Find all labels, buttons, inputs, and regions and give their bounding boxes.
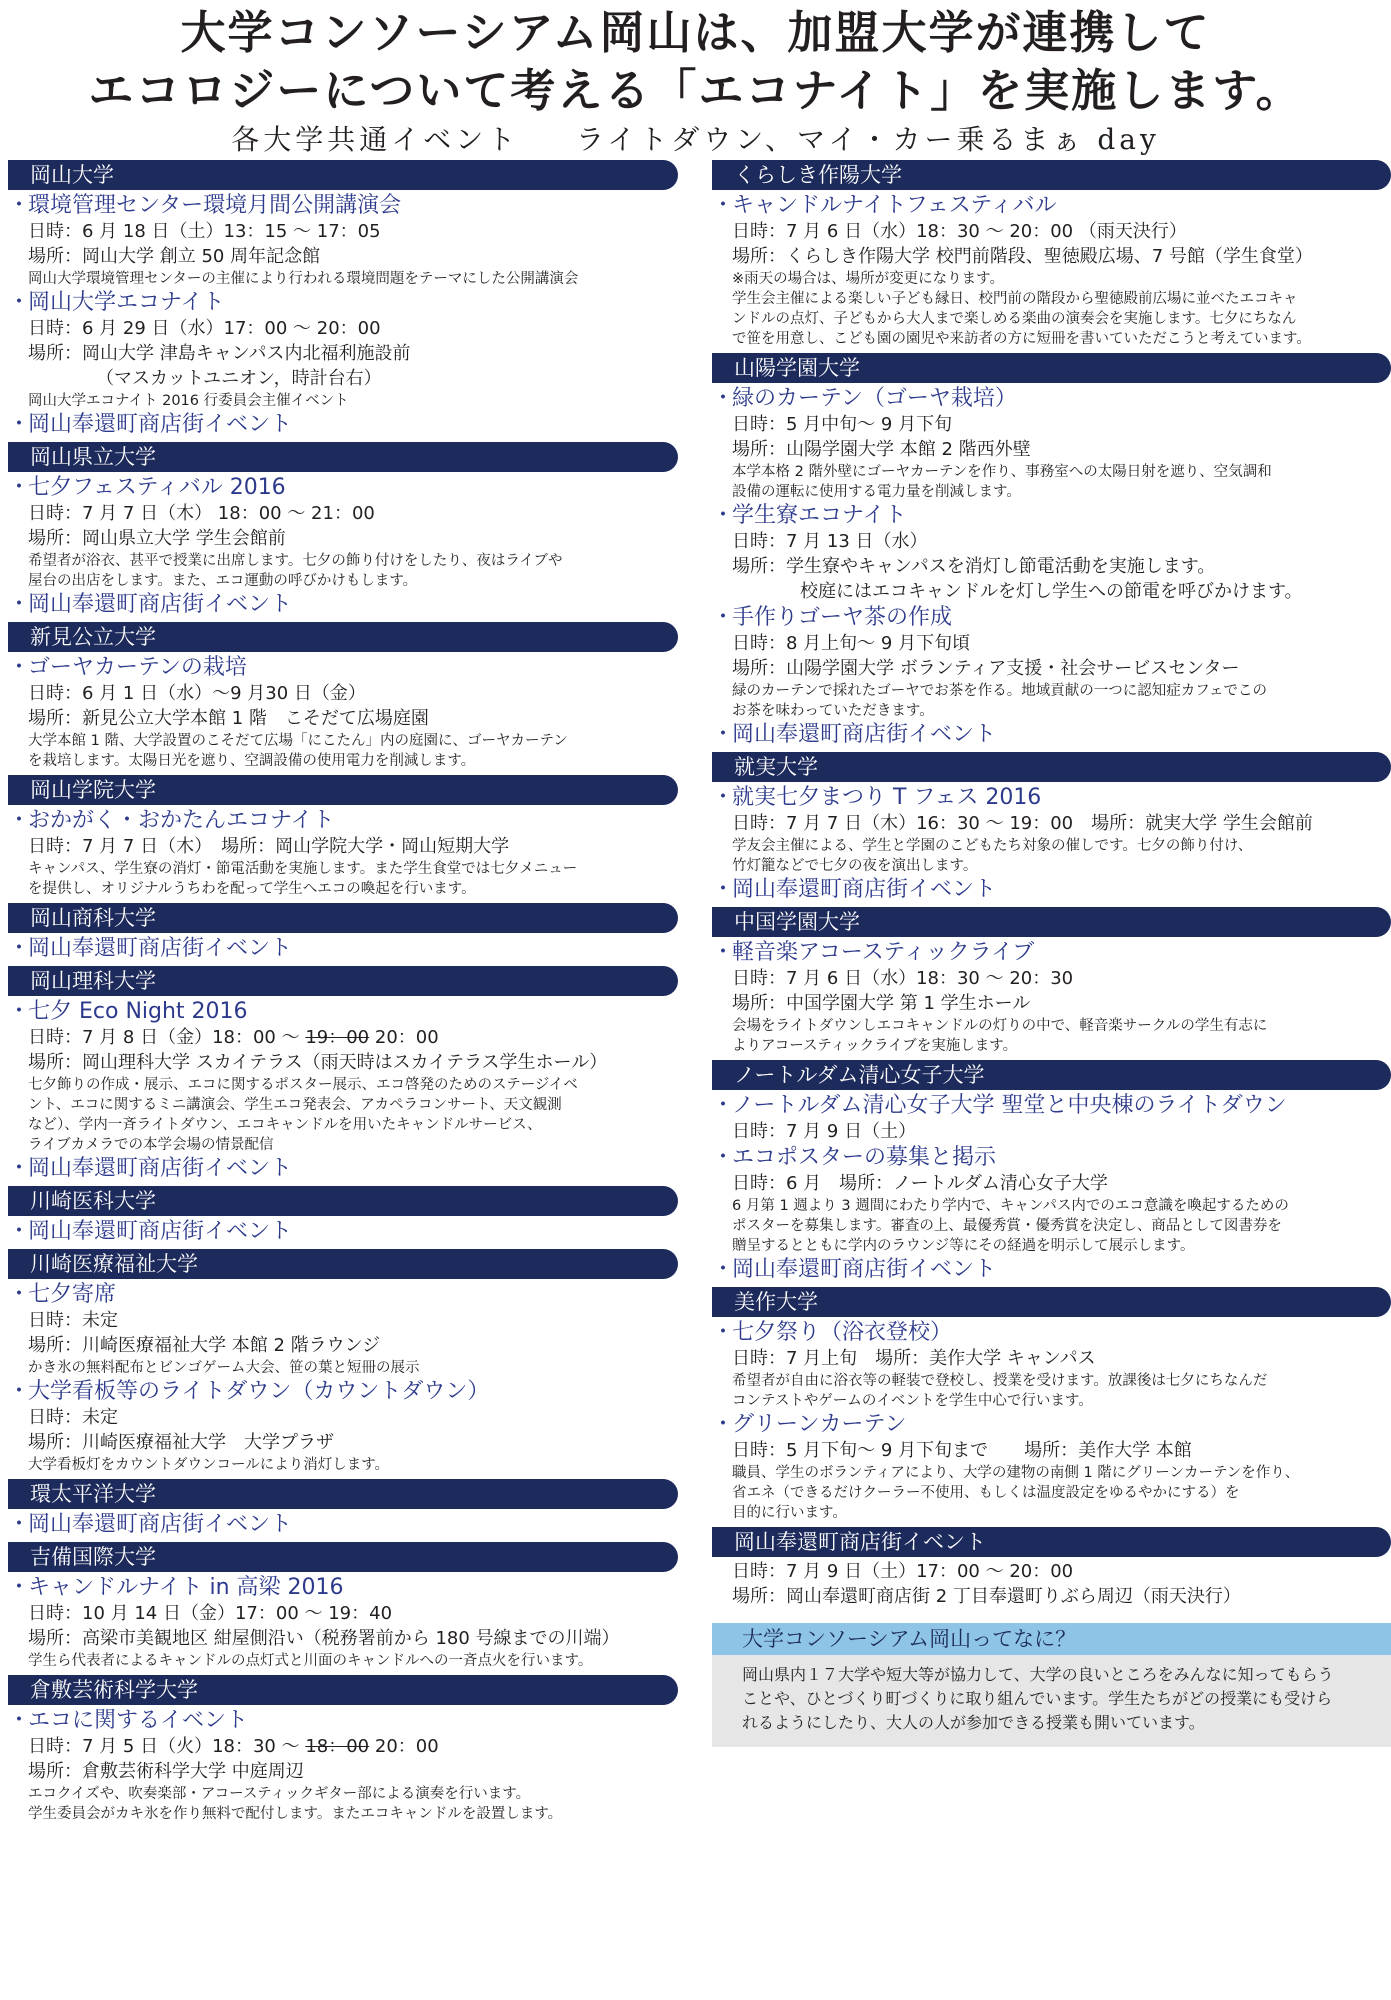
event-title	[712, 1144, 1391, 1171]
event-detail-line: 場所：岡山大学 創立 50 周年記念館	[28, 246, 321, 267]
event-block	[8, 591, 678, 618]
event-block	[712, 784, 1391, 876]
university-name-bar: くらしき作陽大学	[712, 160, 1391, 190]
university-name-bar: 岡山奉還町商店街イベント	[712, 1527, 1391, 1557]
event-description-line: 会場をライトダウンしエコキャンドルの灯りの中で、軽音楽サークルの学生有志に	[732, 1018, 1268, 1034]
event-description-line: で笹を用意し、こども園の園児や来訪者の方に短冊を書いていただこうと考えています。	[732, 331, 1311, 347]
university-section	[8, 1675, 678, 1828]
university-name-bar: 就実大学	[712, 752, 1391, 782]
event-description-line: 学生会主催による楽しい子ども縁日、校門前の階段から聖徳殿前広場に並べたエコキャ	[732, 291, 1298, 307]
event-title-text: 岡山奉還町商店街イベント	[732, 722, 997, 747]
event-title	[712, 876, 1391, 903]
event-description-line: 大学本館 1 階、大学設置のこそだて広場「にこたん」内の庭園に、ゴーヤカーテン	[28, 733, 568, 749]
left-column	[8, 160, 678, 1828]
event-description-line: ンドルの点灯、子どもから大人まで楽しめる楽曲の演奏会を実施します。七夕にちなん	[732, 311, 1297, 327]
university-section	[8, 775, 678, 903]
event-detail-line: 日時：7 月 6 日（水）18：30 ～ 20：00 （雨天決行）	[732, 221, 1187, 242]
bullet-icon: ・	[8, 592, 31, 617]
bullet-icon: ・	[712, 722, 735, 747]
event-detail-line: 校庭にはエコキャンドルを灯し学生への節電を呼びかけます。	[800, 581, 1303, 602]
bullet-icon: ・	[712, 503, 735, 528]
event-title	[712, 1319, 1391, 1346]
event-date-cancelled: 18：00	[305, 1736, 370, 1757]
university-name-bar: 美作大学	[712, 1287, 1391, 1317]
event-title-text: 軽音楽アコースティックライブ	[732, 940, 1035, 965]
university-name-bar: 岡山理科大学	[8, 966, 678, 996]
event-title	[8, 1155, 678, 1182]
event-title-text: 七夕 Eco Night 2016	[28, 999, 248, 1024]
event-detail-line: 日時：6 月 1 日（水）～9 月30 日（金）	[28, 683, 366, 704]
about-section	[712, 1623, 1391, 1747]
university-section	[8, 1479, 678, 1542]
about-title: 大学コンソーシアム岡山ってなに？	[712, 1623, 1391, 1655]
bullet-icon: ・	[8, 936, 31, 961]
university-name-bar: 岡山県立大学	[8, 442, 678, 472]
event-title	[8, 289, 678, 316]
event-date-text: 日時：7 月 5 日（火）18：30 ～	[28, 1736, 306, 1757]
university-section	[712, 1527, 1391, 1613]
event-block	[712, 1319, 1391, 1411]
bullet-icon: ・	[712, 1320, 735, 1345]
event-detail-line: 場所：岡山理科大学 スカイテラス（雨天時はスカイテラス学生ホール）	[28, 1052, 608, 1073]
event-detail-line: 場所：川崎医療福祉大学 本館 2 階ラウンジ	[28, 1335, 381, 1356]
event-detail-line: 場所：倉敷芸術科学大学 中庭周辺	[28, 1761, 304, 1782]
event-title	[8, 935, 678, 962]
university-section	[712, 1060, 1391, 1287]
event-title-text: 岡山奉還町商店街イベント	[28, 1156, 293, 1181]
event-detail-line: 場所：岡山大学 津島キャンパス内北福利施設前	[28, 343, 411, 364]
event-detail-line: 日時：5 月中旬～ 9 月下旬	[732, 414, 953, 435]
event-description-line: を提供し、オリジナルうちわを配って学生へエコの喚起を行います。	[28, 881, 476, 897]
event-description-line: 緑のカーテンで採れたゴーヤでお茶を作る。地域貢献の一つに認知症カフェでこの	[732, 683, 1268, 699]
university-section	[8, 966, 678, 1186]
event-block	[8, 998, 678, 1155]
event-title-text: 大学看板等のライトダウン（カウントダウン）	[28, 1379, 490, 1404]
event-detail-line: 場所：高梁市美観地区 紺屋側沿い（税務署前から 180 号線までの川端）	[28, 1628, 620, 1649]
event-description-line: キャンパス、学生寮の消灯・節電活動を実施します。また学生食堂では七夕メニュー	[28, 861, 578, 877]
about-line: 岡山県内１７大学や短大等が協力して、大学の良いところをみんなに知ってもらう	[742, 1665, 1334, 1684]
bullet-icon: ・	[8, 1512, 31, 1537]
event-description-line: 省エネ（できるだけクーラー不使用、もしくは温度設定をゆるやかにする）を	[732, 1485, 1240, 1501]
university-section	[8, 622, 678, 775]
event-detail-line: 日時：6 月 18 日（土）13：15 ～ 17：05	[28, 221, 381, 242]
event-detail-line: 場所：山陽学園大学 ボランティア支援・社会サービスセンター	[732, 658, 1240, 679]
event-description-line: 設備の運転に使用する電力量を削減します。	[732, 484, 1021, 500]
event-title	[8, 1218, 678, 1245]
event-detail-line: 日時：7 月 9 日（土）17：00 ～ 20：00	[732, 1561, 1074, 1582]
university-section	[712, 1287, 1391, 1527]
event-description-line: 竹灯籠などで七夕の夜を演出します。	[732, 858, 978, 874]
university-section	[8, 1249, 678, 1479]
event-title-text: 七夕寄席	[28, 1282, 117, 1307]
event-title	[8, 807, 678, 834]
bullet-icon: ・	[8, 1156, 31, 1181]
bullet-icon: ・	[8, 290, 31, 315]
event-detail-line: 日時：5 月下旬～ 9 月下旬まで 場所：美作大学 本館	[732, 1440, 1192, 1461]
event-block	[8, 1511, 678, 1538]
event-detail-line: 日時：未定	[28, 1407, 118, 1428]
event-detail-line: 日時：7 月上旬 場所：美作大学 キャンパス	[732, 1348, 1096, 1369]
section-spacer	[712, 1609, 1391, 1613]
event-description-line: よりアコースティックライブを実施します。	[732, 1038, 1018, 1054]
event-title-text: 岡山奉還町商店街イベント	[28, 412, 293, 437]
event-title	[8, 1511, 678, 1538]
section-spacer	[8, 1824, 678, 1828]
event-description-line: お茶を味わっていただきます。	[732, 703, 934, 719]
event-description-line: 学生委員会がカキ氷を作り無料で配付します。またエコキャンドルを設置します。	[28, 1806, 563, 1822]
event-description-line: ※雨天の場合は、場所が変更になります。	[732, 271, 1004, 287]
bullet-icon: ・	[712, 877, 735, 902]
university-section	[8, 903, 678, 966]
event-detail-line: 日時：7 月 9 日（土）	[732, 1121, 917, 1142]
university-name-bar: 川崎医療福祉大学	[8, 1249, 678, 1279]
event-detail-line: 日時：7 月 7 日（木） 18：00 ～ 21：00	[28, 503, 375, 524]
event-block	[712, 1092, 1391, 1144]
event-title-text: 環境管理センター環境月間公開講演会	[28, 193, 402, 218]
event-title-text: 岡山奉還町商店街イベント	[732, 877, 997, 902]
event-date-text: 日時：7 月 8 日（金）18：00 ～	[28, 1027, 306, 1048]
event-title-text: 就実七夕まつり T フェス 2016	[732, 785, 1042, 810]
bullet-icon: ・	[712, 1093, 735, 1118]
title-line-1: 大学コンソーシアム岡山は、加盟大学が連携して	[180, 6, 1211, 59]
right-university-list	[712, 160, 1391, 1613]
about-body	[712, 1655, 1391, 1747]
event-title	[712, 1092, 1391, 1119]
event-title-text: エコに関するイベント	[28, 1708, 249, 1733]
event-title-text: 学生寮エコナイト	[732, 503, 907, 528]
event-block	[712, 502, 1391, 604]
event-title-text: 緑のカーテン（ゴーヤ栽培）	[732, 386, 1017, 411]
event-detail-line: 場所：山陽学園大学 本館 2 階西外壁	[732, 439, 1031, 460]
university-name-bar: 岡山大学	[8, 160, 678, 190]
event-detail-line: 場所：中国学園大学 第 1 学生ホール	[732, 993, 1031, 1014]
university-name-bar: 吉備国際大学	[8, 1542, 678, 1572]
event-title-text: 岡山奉還町商店街イベント	[28, 592, 293, 617]
event-title	[8, 591, 678, 618]
title-line-2: エコロジーについて考える「エコナイト」を実施します。	[88, 64, 1303, 117]
event-block	[8, 1707, 678, 1824]
event-title-text: ゴーヤカーテンの栽培	[28, 655, 247, 680]
bullet-icon: ・	[8, 1379, 31, 1404]
event-detail-line: 日時：7 月 7 日（木） 場所：岡山学院大学・岡山短期大学	[28, 836, 510, 857]
event-description-line: 職員、学生のボランティアにより、大学の建物の南側 1 階にグリーンカーテンを作り、	[732, 1465, 1300, 1481]
event-description-line: 七夕飾りの作成・展示、エコに関するポスター展示、エコ啓発のためのステージイベ	[28, 1077, 578, 1093]
header	[0, 0, 1391, 160]
about-line: ことや、ひとづくり町づくりに取り組んでいます。学生たちがどの授業にも受けら	[742, 1689, 1333, 1708]
event-title-text: 七夕祭り（浴衣登校）	[732, 1320, 953, 1345]
event-title	[712, 721, 1391, 748]
event-title	[8, 998, 678, 1025]
event-block	[712, 939, 1391, 1056]
event-description-line: など）、学内一斉ライトダウン、エコキャンドルを用いたキャンドルサービス、	[28, 1117, 542, 1133]
university-name-bar: 岡山商科大学	[8, 903, 678, 933]
event-block	[712, 721, 1391, 748]
event-description-line: 屋台の出店をします。また、エコ運動の呼びかけもします。	[28, 573, 418, 589]
university-name-bar: 中国学園大学	[712, 907, 1391, 937]
university-section	[712, 907, 1391, 1060]
event-title	[712, 939, 1391, 966]
event-title	[712, 604, 1391, 631]
bullet-icon: ・	[712, 1257, 735, 1282]
bullet-icon: ・	[8, 193, 31, 218]
university-section	[712, 353, 1391, 752]
event-description-line: 岡山大学環境管理センターの主催により行われる環境問題をテーマにした公開講演会	[28, 271, 579, 287]
bullet-icon: ・	[8, 475, 31, 500]
event-description-line: 希望者が自由に浴衣等の軽装で登校し、授業を受けます。放課後は七夕にちなんだ	[732, 1373, 1268, 1389]
event-detail-line: （マスカットユニオン，時計台右）	[96, 368, 382, 389]
bullet-icon: ・	[712, 1145, 735, 1170]
event-title-text: 岡山大学エコナイト	[28, 290, 225, 315]
event-description-line: 本学本格 2 階外壁にゴーヤカーテンを作り、事務室への太陽日射を遮り、空気調和	[732, 464, 1272, 480]
event-title-text: 七夕フェスティバル 2016	[28, 475, 286, 500]
event-block	[712, 192, 1391, 349]
bullet-icon: ・	[712, 1412, 735, 1437]
event-description-line: 岡山大学エコナイト 2016 行委員会主催イベント	[28, 393, 349, 409]
event-description-line: かき氷の無料配布とビンゴゲーム大会、笹の葉と短冊の展示	[28, 1360, 420, 1376]
event-detail-line: 場所：岡山奉還町商店街 2 丁目奉還町りぶら周辺（雨天決行）	[732, 1586, 1241, 1607]
university-section	[8, 1542, 678, 1675]
event-title-text: 岡山奉還町商店街イベント	[28, 1219, 293, 1244]
event-date-revised: 20：00	[369, 1736, 439, 1757]
university-name-bar: 新見公立大学	[8, 622, 678, 652]
university-section	[8, 442, 678, 622]
event-title-text: おかがく・おかたんエコナイト	[28, 808, 335, 833]
event-block	[8, 289, 678, 411]
event-block	[712, 1256, 1391, 1283]
event-title	[712, 784, 1391, 811]
event-title	[8, 654, 678, 681]
event-title-text: キャンドルナイト in 高梁 2016	[28, 1575, 344, 1600]
event-date-revised: 20：00	[369, 1027, 439, 1048]
event-title	[8, 192, 678, 219]
event-title	[8, 1707, 678, 1734]
subtitle	[0, 120, 1391, 160]
event-title-text: グリーンカーテン	[732, 1412, 907, 1437]
event-block	[712, 1411, 1391, 1523]
bullet-icon: ・	[8, 655, 31, 680]
event-description-line: 学生ら代表者によるキャンドルの点灯式と川面のキャンドルへの一斉点火を行います。	[28, 1653, 593, 1669]
event-block	[8, 654, 678, 771]
event-detail-line: 日時：8 月上旬～ 9 月下旬頃	[732, 633, 971, 654]
event-title	[712, 1411, 1391, 1438]
event-block	[8, 192, 678, 289]
university-name-bar: 川崎医科大学	[8, 1186, 678, 1216]
subtitle-lightdown: ライトダウン、マイ・カー乗るまぁ day	[576, 123, 1160, 156]
bullet-icon: ・	[8, 1219, 31, 1244]
bullet-icon: ・	[8, 412, 31, 437]
event-title	[8, 1574, 678, 1601]
event-detail-line: 場所：岡山県立大学 学生会館前	[28, 528, 286, 549]
about-line: れるようにしたり、大人の人が参加できる授業も開いています。	[742, 1713, 1205, 1732]
event-date-cancelled: 19：00	[305, 1027, 370, 1048]
event-block	[712, 1144, 1391, 1256]
event-block	[712, 876, 1391, 903]
event-detail-line: 日時：未定	[28, 1310, 118, 1331]
bullet-icon: ・	[712, 386, 735, 411]
bullet-icon: ・	[712, 785, 735, 810]
university-name-bar: ノートルダム清心女子大学	[712, 1060, 1391, 1090]
event-block	[712, 1559, 1391, 1609]
event-block	[8, 1574, 678, 1671]
event-description-line: 6 月第 1 週より 3 週間にわたり学内で、キャンパス内でのエコ意識を喚起するための	[732, 1198, 1289, 1214]
event-detail-line: 日時：7 月 6 日（水）18：30 ～ 20：30	[732, 968, 1074, 989]
event-title-text: キャンドルナイトフェスティバル	[732, 193, 1057, 218]
subtitle-common-event: 各大学共通イベント	[231, 123, 520, 156]
event-description-line: を栽培します。太陽日光を遮り、空調設備の使用電力を削減します。	[28, 753, 476, 769]
event-detail-line: 場所：くらしき作陽大学 校門前階段、聖徳殿広場、7 号館（学生食堂）	[732, 246, 1313, 267]
bullet-icon: ・	[8, 1708, 31, 1733]
event-detail-line: 場所：新見公立大学本館 1 階 こそだて広場庭園	[28, 708, 429, 729]
event-block	[8, 807, 678, 899]
event-description-line: コンテストやゲームのイベントを学生中心で行います。	[732, 1393, 1093, 1409]
event-description-line: 目的に行います。	[732, 1505, 847, 1521]
event-title-text: 岡山奉還町商店街イベント	[28, 1512, 293, 1537]
event-title	[8, 474, 678, 501]
event-date-line	[8, 1734, 678, 1759]
event-title-text: 岡山奉還町商店街イベント	[28, 936, 293, 961]
event-description-line: 大学看板灯をカウントダウンコールにより消灯します。	[28, 1457, 390, 1473]
university-section	[712, 160, 1391, 353]
event-detail-line: 日時：6 月 29 日（水）17：00 ～ 20：00	[28, 318, 381, 339]
event-detail-line: 場所：学生寮やキャンパスを消灯し節電活動を実施します。	[732, 556, 1216, 577]
event-description-line: ポスターを募集します。審査の上、最優秀賞・優秀賞を決定し、商品として図書券を	[732, 1218, 1282, 1234]
event-title-text: エコポスターの募集と掲示	[732, 1145, 997, 1170]
event-description-line: ライブカメラでの本学会場の情景配信	[28, 1137, 274, 1153]
event-detail-line: 日時：10 月 14 日（金）17：00 ～ 19：40	[28, 1603, 393, 1624]
university-name-bar: 山陽学園大学	[712, 353, 1391, 383]
bullet-icon: ・	[8, 999, 31, 1024]
event-block	[8, 1218, 678, 1245]
event-description-line: 贈呈するとともに学内のラウンジ等にその経過を明示して展示します。	[732, 1238, 1195, 1254]
event-block	[8, 1155, 678, 1182]
event-description-line: ント、エコに関するミニ講演会、学生エコ発表会、アカペラコンサート、天文観測	[28, 1097, 562, 1113]
university-section	[8, 1186, 678, 1249]
event-block	[8, 411, 678, 438]
event-detail-line: 日時：7 月 7 日（木）16：30 ～ 19：00 場所：就実大学 学生会館前	[732, 813, 1313, 834]
event-block	[712, 385, 1391, 502]
event-title	[712, 502, 1391, 529]
event-title-text: ノートルダム清心女子大学 聖堂と中央棟のライトダウン	[732, 1093, 1287, 1118]
event-title	[8, 1281, 678, 1308]
event-block	[8, 935, 678, 962]
event-title	[8, 1378, 678, 1405]
event-block	[712, 604, 1391, 721]
event-description-line: エコクイズや、吹奏楽部・アコースティックギター部による演奏を行います。	[28, 1786, 531, 1802]
right-column	[712, 160, 1391, 1747]
university-name-bar: 岡山学院大学	[8, 775, 678, 805]
event-block	[8, 1378, 678, 1475]
event-detail-line: 場所：川崎医療福祉大学 大学プラザ	[28, 1432, 334, 1453]
event-title	[8, 411, 678, 438]
event-title-text: 手作りゴーヤ茶の作成	[732, 605, 953, 630]
university-section	[8, 160, 678, 442]
university-name-bar: 環太平洋大学	[8, 1479, 678, 1509]
bullet-icon: ・	[712, 193, 735, 218]
bullet-icon: ・	[712, 940, 735, 965]
event-detail-line: 日時：7 月 13 日（水）	[732, 531, 928, 552]
event-block	[8, 1281, 678, 1378]
event-description-line: 希望者が浴衣、甚平で授業に出席します。七夕の飾り付けをしたり、夜はライブや	[28, 553, 563, 569]
bullet-icon: ・	[8, 1575, 31, 1600]
university-section	[712, 752, 1391, 907]
event-title	[712, 192, 1391, 219]
event-title	[712, 385, 1391, 412]
event-block	[8, 474, 678, 591]
bullet-icon: ・	[8, 808, 31, 833]
event-detail-line: 日時：6 月 場所：ノートルダム清心女子大学	[732, 1173, 1108, 1194]
event-title-text: 岡山奉還町商店街イベント	[732, 1257, 997, 1282]
event-title	[712, 1256, 1391, 1283]
bullet-icon: ・	[712, 605, 735, 630]
event-description-line: 学友会主催による、学生と学園のこどもたち対象の催しです。七夕の飾り付け、	[732, 838, 1253, 854]
event-date-line	[8, 1025, 678, 1050]
university-name-bar: 倉敷芸術科学大学	[8, 1675, 678, 1705]
bullet-icon: ・	[8, 1282, 31, 1307]
